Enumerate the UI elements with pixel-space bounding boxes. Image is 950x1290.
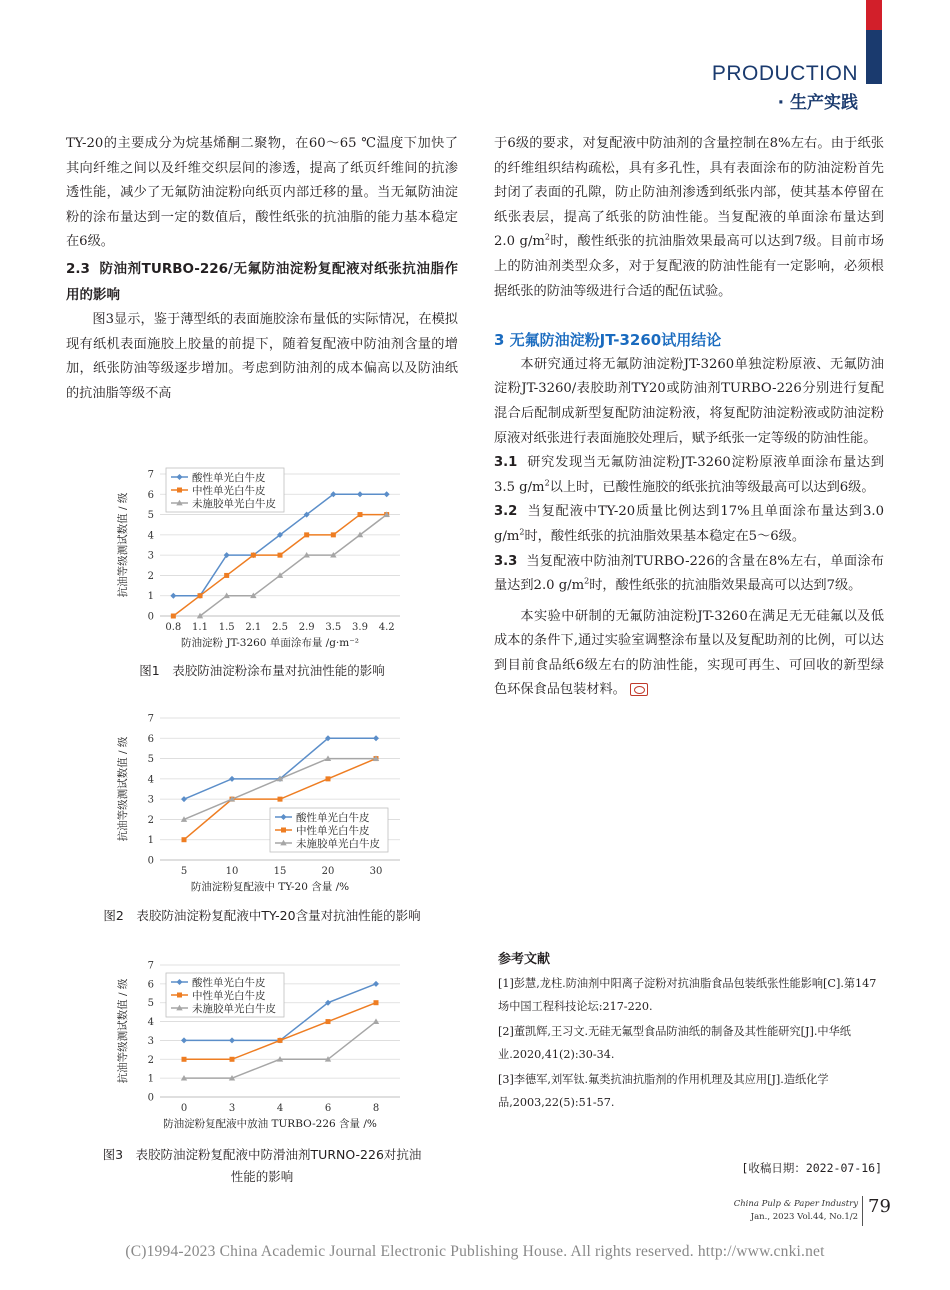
subsection-2-3-heading xyxy=(66,257,458,308)
footer-issue: Jan., 2023 Vol.44, No.1/2 xyxy=(750,1212,858,1222)
data-point-marker xyxy=(198,593,203,598)
legend-entry: 未施胶单光白牛皮 xyxy=(192,498,276,510)
data-point-marker xyxy=(357,491,363,497)
header-red-accent xyxy=(866,0,882,30)
reference-item: [1]彭慧,龙柱.防油剂中阳离子淀粉对抗油脂食品包装纸张性能影响[C].第147场中国工程科技论坛:217-220. xyxy=(498,977,877,1013)
x-tick-label: 3 xyxy=(228,1103,236,1114)
data-point-marker xyxy=(181,1037,187,1043)
y-tick-label: 3 xyxy=(147,1035,154,1047)
superscript-2: 2 xyxy=(544,478,550,488)
legend-entry: 酸性单光白牛皮 xyxy=(296,812,370,824)
conclusion-3-3-text-a: 当复配液中防油剂TURBO-226的含量在8%左右，单面涂布量达到2.0 g/m xyxy=(494,553,884,594)
legend-entry: 酸性单光白牛皮 xyxy=(192,472,266,484)
data-point-marker xyxy=(373,981,379,987)
page-number: 79 xyxy=(868,1196,891,1217)
data-point-marker xyxy=(171,614,176,619)
data-point-marker xyxy=(281,828,286,833)
x-tick-label: 4 xyxy=(276,1103,284,1114)
superscript-2: 2 xyxy=(544,232,551,242)
x-tick-label: 1.5 xyxy=(218,622,235,633)
y-tick-label: 2 xyxy=(147,1054,154,1066)
superscript-2: 2 xyxy=(584,576,590,586)
conclusion-3-3-text-b: 时，酸性纸张的抗油脂效果最高可以达到7级。 xyxy=(589,578,862,594)
x-tick-label: 4.2 xyxy=(378,622,395,633)
y-tick-label: 0 xyxy=(147,1092,154,1104)
data-point-marker xyxy=(177,993,182,998)
data-point-marker xyxy=(181,796,187,802)
data-point-marker xyxy=(278,797,283,802)
data-point-marker xyxy=(278,1038,283,1043)
legend-entry: 未施胶单光白牛皮 xyxy=(296,838,380,850)
data-point-marker xyxy=(373,735,379,741)
data-point-marker xyxy=(374,1000,379,1005)
x-tick-label: 2.1 xyxy=(245,622,262,633)
legend-entry: 酸性单光白牛皮 xyxy=(192,977,266,989)
y-tick-label: 1 xyxy=(147,591,154,603)
figure-2-chart xyxy=(110,708,420,900)
y-tick-label: 1 xyxy=(147,835,154,847)
y-tick-label: 3 xyxy=(147,550,154,562)
conclusion-3-2-text-a: 当复配液中TY-20质量比例达到17%且单面涂布量达到3.0 g/m xyxy=(494,504,884,544)
legend-entry: 中性单光白牛皮 xyxy=(296,825,370,837)
references-list xyxy=(498,972,884,1116)
conclusion-3-2-text-b: 时，酸性纸张的抗油脂效果基本稳定在5～6级。 xyxy=(524,528,806,544)
data-point-marker xyxy=(331,532,336,537)
series-line-3 xyxy=(184,1022,376,1079)
data-point-marker xyxy=(177,488,182,493)
data-point-marker xyxy=(251,553,256,558)
y-tick-label: 5 xyxy=(147,510,154,522)
x-tick-label: 0 xyxy=(180,1103,188,1114)
left-paragraph-1: TY-20的主要成分为烷基烯酮二聚物，在60～65 ℃温度下加快了其向纤维之间以及纤维交织层间的渗透，提高了纸页纤维间的抗渗透性能，减少了无氟防油淀粉向纸页内部迁移的量。当无氟防油淀粉的涂布量达到一定的数值后，酸性纸张的抗油脂的能力基本稳定在6级。 xyxy=(66,136,458,250)
series-line-3 xyxy=(200,515,387,616)
figure-3-caption-line-2: 性能的影响 xyxy=(230,1169,294,1184)
figure-2-caption: 图2 表胶防油淀粉复配液中TY-20含量对抗油性能的影响 xyxy=(103,908,421,923)
y-tick-label: 5 xyxy=(147,754,154,766)
conclusion-3-2-number: 3.2 xyxy=(494,504,518,520)
y-tick-label: 7 xyxy=(147,713,154,725)
reference-item: [2]董凯辉,王习文.无硅无氟型食品防油纸的制备及其性能研究[J].中华纸业.2020,41(2):30-34. xyxy=(498,1025,851,1061)
legend-entry: 未施胶单光白牛皮 xyxy=(192,1003,276,1015)
y-tick-label: 3 xyxy=(147,794,154,806)
y-tick-label: 2 xyxy=(147,814,154,826)
x-tick-label: 3.5 xyxy=(325,622,342,633)
data-point-marker xyxy=(224,573,229,578)
section-3-heading: 3 无氟防油淀粉JT-3260试用结论 xyxy=(494,331,722,350)
x-tick-label: 5 xyxy=(180,866,188,877)
y-tick-label: 6 xyxy=(147,733,154,745)
references-title: 参考文献 xyxy=(498,952,551,967)
y-tick-label: 7 xyxy=(147,469,154,481)
conclusion-3-1-number: 3.1 xyxy=(494,455,518,471)
data-point-marker xyxy=(230,1057,235,1062)
right-paragraph-3 xyxy=(494,605,884,703)
series-line-1 xyxy=(184,738,376,799)
section-title-cn: · 生产实践 xyxy=(777,93,858,113)
copyright-notice: (C)1994-2023 China Academic Journal Electronic Publishing House. All rights reserved. http://www.cnki.net xyxy=(125,1243,825,1260)
right-paragraph-1b: 时，酸性纸张的抗油脂效果最高可以达到7级。目前市场上的防油剂类型众多，对于复配液的防油性能有一定影响，必须根据纸张的防油等级进行合适的配伍试验。 xyxy=(494,234,884,299)
footer-divider xyxy=(862,1196,863,1226)
x-tick-label: 1.1 xyxy=(192,622,208,633)
x-axis-label: 防油淀粉复配液中 TY-20 含量 /% xyxy=(190,881,350,893)
data-point-marker xyxy=(358,512,363,517)
conclusion-3-3 xyxy=(494,550,884,599)
data-point-marker xyxy=(278,553,283,558)
x-tick-label: 2.5 xyxy=(272,622,288,633)
right-column-text xyxy=(494,132,884,703)
data-point-marker xyxy=(384,491,390,497)
x-tick-label: 3.9 xyxy=(352,622,368,633)
y-tick-label: 5 xyxy=(147,998,154,1010)
x-tick-label: 8 xyxy=(372,1103,380,1114)
data-point-marker xyxy=(182,1057,187,1062)
y-tick-label: 4 xyxy=(147,774,154,786)
x-tick-label: 30 xyxy=(369,866,383,877)
left-paragraph-2: 图3显示，鉴于薄型纸的表面施胶涂布量低的实际情况，在模拟现有纸机表面施胶上胶量的前提下，随着复配液中防油剂含量的增加，纸张防油等级逐步增加。考虑到防油剂的成本偏高以及防油纸的抗油脂等级不高 xyxy=(66,312,458,401)
y-tick-label: 6 xyxy=(147,489,154,501)
legend-entry: 中性单光白牛皮 xyxy=(192,485,266,497)
y-tick-label: 4 xyxy=(147,530,154,542)
x-tick-label: 2.9 xyxy=(298,622,315,633)
figure-3-caption-line-1: 图3 表胶防油淀粉复配液中防滑油剂TURNO-226对抗油 xyxy=(102,1147,422,1162)
end-mark-icon xyxy=(630,683,648,696)
right-paragraph-1 xyxy=(494,132,884,304)
data-point-marker xyxy=(326,1019,331,1024)
y-tick-label: 0 xyxy=(147,855,154,867)
x-tick-label: 6 xyxy=(324,1103,332,1114)
y-axis-label: 抗油等级测试数值 / 级 xyxy=(117,736,129,842)
right-paragraph-2: 本研究通过将无氟防油淀粉JT-3260单独淀粉原液、无氟防油淀粉JT-3260/表胶助剂TY20或防油剂TURBO-226分别进行复配混合后配制成新型复配防油淀粉液，将复配防油淀粉液或防油淀粉原液对纸张进行表面施胶处理后，赋予纸张一定等级的防油性能。 xyxy=(494,356,884,446)
y-tick-label: 7 xyxy=(147,960,154,972)
x-axis-label: 防油淀粉 JT-3260 单面涂布量 /g·m⁻² xyxy=(181,637,359,649)
figure-1-caption: 图1 表胶防油淀粉涂布量对抗油性能的影响 xyxy=(139,663,385,678)
data-point-marker xyxy=(326,776,331,781)
y-tick-label: 6 xyxy=(147,979,154,991)
data-point-marker xyxy=(229,776,235,782)
y-tick-label: 0 xyxy=(147,611,154,623)
figure-3-chart xyxy=(110,955,420,1139)
conclusion-3-1-text-a: 研究发现当无氟防油淀粉JT-3260淀粉原液单面涂布量达到3.5 g/m xyxy=(494,455,884,495)
data-point-marker xyxy=(304,532,309,537)
footer-journal-name: China Pulp & Paper Industry xyxy=(733,1199,858,1209)
y-axis-label: 抗油等级测试数值 / 级 xyxy=(117,492,129,598)
x-tick-label: 20 xyxy=(321,866,335,877)
conclusion-3-1-text-b: 以上时，已酸性施胶的纸张抗油等级最高可以达到6级。 xyxy=(549,479,875,495)
right-paragraph-3-text: 本实验中研制的无氟防油淀粉JT-3260在满足无无硅氟以及低成本的条件下,通过实验室调整涂布量以及复配助剂的比例，可以达到目前食品纸6级左右的防油性能，实现可再生、可回收的新型绿色环保食品包装材料。 xyxy=(494,608,884,698)
received-date: [收稿日期：2022-07-16] xyxy=(741,1161,882,1175)
y-tick-label: 4 xyxy=(147,1017,154,1029)
figure-1-chart xyxy=(110,460,420,660)
data-point-marker xyxy=(229,1037,235,1043)
data-point-marker xyxy=(182,837,187,842)
series-line-2 xyxy=(173,515,386,616)
left-column-text xyxy=(66,132,458,407)
conclusion-3-3-number: 3.3 xyxy=(494,553,518,569)
reference-item: [3]李德军,刘军钛.氟类抗油抗脂剂的作用机理及其应用[J].造纸化学品,2003,22(5):51-57. xyxy=(498,1073,829,1109)
y-tick-label: 2 xyxy=(147,570,154,582)
x-tick-label: 10 xyxy=(225,866,239,877)
conclusion-3-1 xyxy=(494,451,884,500)
x-axis-label: 防油淀粉复配液中放油 TURBO-226 含量 /% xyxy=(163,1118,377,1130)
subsection-2-3-number: 2.3 xyxy=(66,260,90,277)
y-tick-label: 1 xyxy=(147,1073,154,1085)
legend-entry: 中性单光白牛皮 xyxy=(192,990,266,1002)
x-tick-label: 0.8 xyxy=(165,622,182,633)
superscript-2: 2 xyxy=(519,527,525,537)
subsection-2-3-title: 防油剂TURBO-226/无氟防油淀粉复配液对纸张抗油脂作用的影响 xyxy=(66,260,459,303)
section-title-en: PRODUCTION xyxy=(711,62,858,85)
right-paragraph-1a: 于6级的要求，对复配液中防油剂的含量控制在8%左右。由于纸张的纤维组织结构疏松，具有多孔性，具有表面涂布的防油淀粉首先封闭了表面的孔隙，防止防油剂渗透到纸张内部，使其基本停留在纸张表层，提高了纸张的防油性能。当复配液的单面涂布量达到2.0 g/m xyxy=(494,136,884,250)
y-axis-label: 抗油等级测试数值 / 级 xyxy=(117,978,129,1084)
conclusion-3-2 xyxy=(494,500,884,549)
data-point-marker xyxy=(170,593,176,599)
x-tick-label: 15 xyxy=(273,866,287,877)
